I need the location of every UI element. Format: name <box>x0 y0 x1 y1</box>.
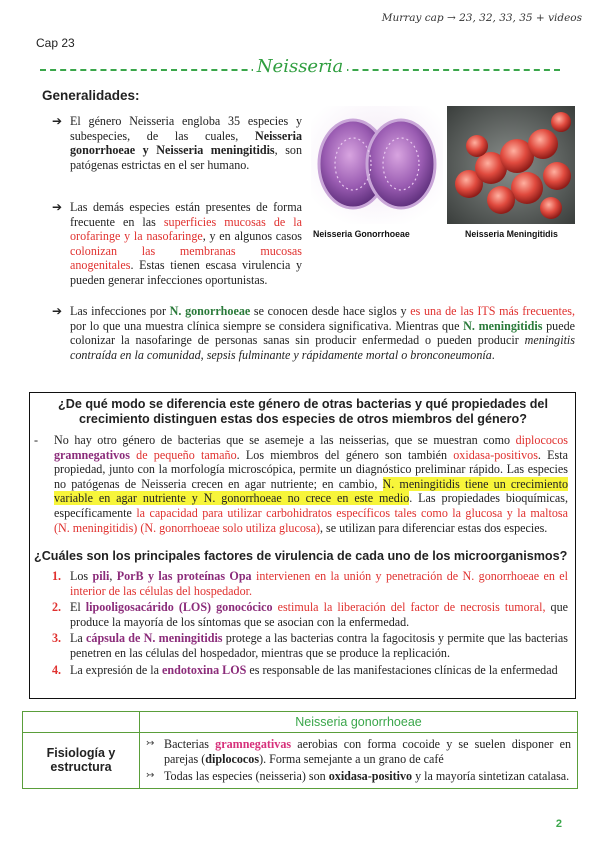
right-caption: Neisseria Meningitidis <box>465 229 558 239</box>
summary-table <box>22 711 578 789</box>
table-row-label: Fisiología y estructura <box>23 733 140 789</box>
page-title: Neisseria <box>40 56 560 77</box>
arrow-icon: ➔ <box>52 114 63 128</box>
virulence-list <box>52 569 568 677</box>
paragraph-intro: El género Neisseria engloba 35 especies y subespecies, de las cuales, Neisseria gonorrhoeae y Neisseria meningitidis, son patógenas estrictas en el ser humano. <box>70 114 302 172</box>
section-heading: Generalidades: <box>42 88 140 103</box>
table-row-content <box>140 733 578 789</box>
list-item: 2. El lipooligosacárido (LOS) gonocócico estimula la liberación del factor de necrosis tumoral, que produce la mayoría de los síntomas que se asocian con la enfermedad. <box>52 600 568 629</box>
list-item: 1. Los pili, PorB y las proteínas Opa intervienen en la unión y penetración de N. gonorrhoeae en el interior de las células del hospedador. <box>52 569 568 598</box>
arrow-icon: ➔ <box>52 304 63 318</box>
table-bullet: ↣ Bacterias gramnegativas aerobias con forma cocoide y se suelen disponer en parejas (diplococos). Forma semejante a un grano de café <box>146 737 571 766</box>
paragraph-others-top: Las demás especies están presentes de forma frecuente en las superficies mucosas de la orofaringe y la nasofaringe, y en algunos casos colonizan las membranas mucosas anogenitales. Estas tienen escasa virulencia y pueden generar infecciones oportunistas. <box>70 200 303 287</box>
title-row <box>40 56 560 78</box>
table-corner-cell <box>23 712 140 733</box>
double-arrow-icon: ↣ <box>146 738 155 749</box>
question1-title: ¿De qué modo se diferencia este género de otras bacterias y qué propiedades del crecimiento distinguen estas dos especies de otros miembros del género? <box>58 397 548 426</box>
paragraph-infections: Las infecciones por N. gonorrhoeae se conocen desde hace siglos y es una de las ITS más frecuentes, por lo que una muestra clínica siempre se considera significativa. Mientras que N. meningitidis puede colonizar la nasofaringe de personas sanas sin producir enfermedad o pueden producir meningitis contraída en la comunidad, sepsis fulminante y rápidamente mortal o bronconeumonía. <box>70 304 575 362</box>
question1-bullet: - <box>34 433 39 447</box>
question1-answer: No hay otro género de bacterias que se asemeje a las neisserias, que se muestran como diplococos gramnegativos de pequeño tamaño. Los miembros del género son también oxidasa-positivos. Esta propiedad, junto con la morfología microscópica, permite un diagnóstico preliminar rápido. Las especies no patógenas de Neisseria crecen en agar nutriente; en cambio, N. meningitidis tiene un crecimiento variable en agar nutriente y N. gonorrhoeae no crece en este medio. Las propiedades bioquímicas, específicamente la capacidad para utilizar carbohidratos específicos tales como la glucosa y la maltosa (N. meningitidis) (N. gonorrhoeae solo utiliza glucosa), se utilizan para diferenciar estas dos especies. <box>54 433 569 535</box>
question2-title: ¿Cuáles son los principales factores de virulencia de cada uno de los microorganismos? <box>34 549 568 563</box>
header-note: Murray cap → 23, 32, 33, 35 + videos <box>381 12 582 24</box>
table-header: Neisseria gonorrhoeae <box>140 712 578 733</box>
table-bullet: ↣ Todas las especies (neisseria) son oxidasa-positivo y la mayoría sintetizan catalasa. <box>146 769 570 784</box>
chapter-label: Cap 23 <box>36 36 75 50</box>
page-number: 2 <box>555 818 562 830</box>
list-item: 3. La cápsula de N. meningitidis protege a las bacterias contra la fagocitosis y permite que las bacterias penetren en las células del hospedador, mientras que se produce la replicación. <box>52 631 568 660</box>
question-box <box>29 392 576 699</box>
bacteria-images <box>311 106 575 244</box>
arrow-icon: ➔ <box>52 200 63 214</box>
list-item: 4. La expresión de la endotoxina LOS es responsable de las manifestaciones clínicas de la enfermedad <box>52 662 558 677</box>
double-arrow-icon: ↣ <box>146 770 155 782</box>
left-caption: Neisseria Gonorrhoeae <box>313 229 410 239</box>
meningitidis-image <box>447 106 579 244</box>
